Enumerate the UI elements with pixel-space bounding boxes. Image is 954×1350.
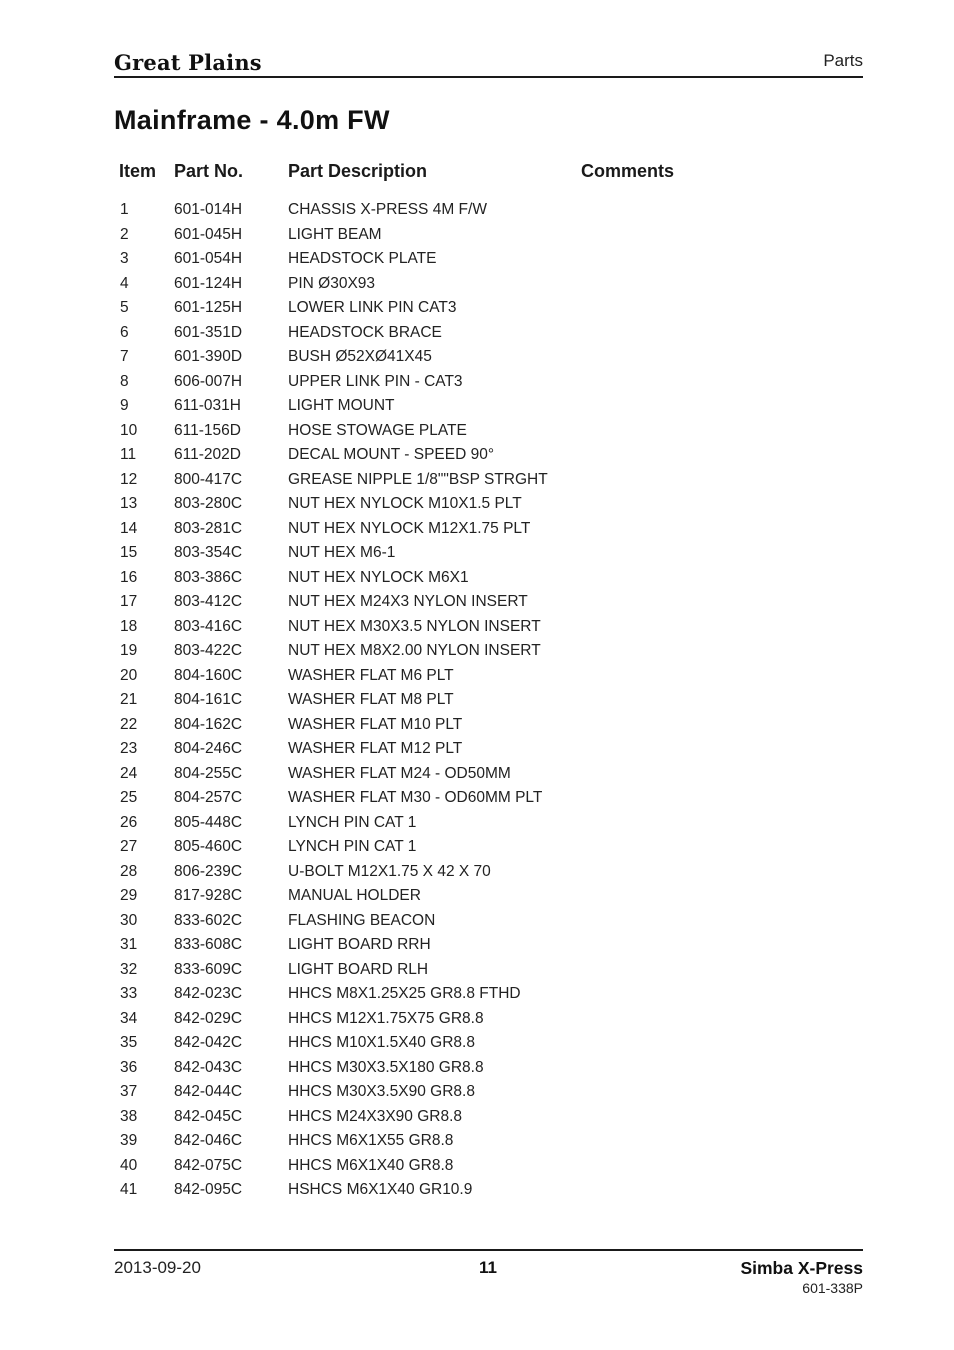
row-description: NUT HEX M30X3.5 NYLON INSERT xyxy=(288,617,541,635)
row-part-number: 601-390D xyxy=(174,348,243,365)
table-row xyxy=(0,762,954,787)
table-row xyxy=(0,321,954,346)
row-part-number: 804-246C xyxy=(174,740,243,757)
row-item-number: 14 xyxy=(120,519,138,537)
row-part-number: 601-124H xyxy=(174,274,243,292)
row-item-number: 31 xyxy=(120,936,138,953)
row-item-number: 28 xyxy=(120,862,138,880)
table-row xyxy=(0,1154,954,1179)
row-part-number: 833-602C xyxy=(174,911,243,929)
table-row xyxy=(0,688,954,713)
row-item-number: 38 xyxy=(120,1107,138,1125)
row-description: NUT HEX M24X3 NYLON INSERT xyxy=(288,593,528,610)
row-part-number: 842-023C xyxy=(174,985,243,1002)
row-item-number: 15 xyxy=(120,544,138,561)
column-header-comments: Comments xyxy=(581,161,675,181)
table-row xyxy=(0,590,954,615)
row-description: LIGHT BOARD RRH xyxy=(288,936,431,953)
row-item-number: 26 xyxy=(120,813,138,831)
table-row xyxy=(0,1129,954,1154)
row-item-number: 41 xyxy=(120,1181,138,1198)
row-description: NUT HEX NYLOCK M12X1.75 PLT xyxy=(288,519,531,537)
row-description: GREASE NIPPLE 1/8""BSP STRGHT xyxy=(288,470,548,488)
row-description: NUT HEX NYLOCK M6X1 xyxy=(288,568,469,586)
row-part-number: 842-044C xyxy=(174,1083,243,1100)
table-row xyxy=(0,982,954,1007)
row-description: HHCS M8X1.25X25 GR8.8 FTHD xyxy=(288,985,521,1002)
row-part-number: 842-043C xyxy=(174,1058,243,1076)
row-part-number: 806-239C xyxy=(174,862,243,880)
row-part-number: 601-045H xyxy=(174,225,243,243)
row-part-number: 800-417C xyxy=(174,470,243,488)
row-part-number: 601-351D xyxy=(174,323,243,341)
table-row xyxy=(0,1031,954,1056)
table-row xyxy=(0,664,954,689)
row-item-number: 22 xyxy=(120,715,138,733)
row-description: LIGHT MOUNT xyxy=(288,397,395,414)
row-part-number: 804-160C xyxy=(174,666,243,684)
row-part-number: 842-045C xyxy=(174,1107,243,1125)
table-row xyxy=(0,492,954,517)
table-row xyxy=(0,1178,954,1203)
row-description: HHCS M6X1X40 GR8.8 xyxy=(288,1156,454,1174)
row-part-number: 803-281C xyxy=(174,519,243,537)
row-part-number: 805-460C xyxy=(174,838,243,855)
row-part-number: 833-609C xyxy=(174,960,243,978)
table-row xyxy=(0,909,954,934)
row-description: LIGHT BEAM xyxy=(288,225,382,243)
row-description: HSHCS M6X1X40 GR10.9 xyxy=(288,1181,473,1198)
table-row xyxy=(0,860,954,885)
row-description: DECAL MOUNT - SPEED 90° xyxy=(288,446,495,463)
row-part-number: 842-029C xyxy=(174,1009,243,1027)
row-part-number: 803-354C xyxy=(174,544,243,561)
row-item-number: 11 xyxy=(120,446,137,463)
row-part-number: 817-928C xyxy=(174,887,243,904)
row-description: WASHER FLAT M12 PLT xyxy=(288,740,463,757)
row-part-number: 803-386C xyxy=(174,568,243,586)
row-description: LIGHT BOARD RLH xyxy=(288,960,429,978)
table-row xyxy=(0,517,954,542)
row-item-number: 24 xyxy=(120,764,138,782)
row-item-number: 2 xyxy=(120,225,129,243)
row-item-number: 36 xyxy=(120,1058,138,1076)
table-row xyxy=(0,247,954,272)
row-description: LYNCH PIN CAT 1 xyxy=(288,813,417,831)
table-row xyxy=(0,615,954,640)
row-item-number: 18 xyxy=(120,617,138,635)
table-row xyxy=(0,541,954,566)
column-header-item: Item xyxy=(119,161,157,181)
row-part-number: 805-448C xyxy=(174,813,243,831)
row-description: WASHER FLAT M24 - OD50MM xyxy=(288,764,511,782)
row-part-number: 803-412C xyxy=(174,593,243,610)
footer-model: Simba X-Press xyxy=(740,1258,863,1278)
row-description: U-BOLT M12X1.75 X 42 X 70 xyxy=(288,862,491,880)
row-item-number: 7 xyxy=(120,348,129,365)
row-item-number: 30 xyxy=(120,911,138,929)
table-row xyxy=(0,786,954,811)
page-header xyxy=(114,48,863,78)
page-footer xyxy=(114,1249,863,1301)
row-description: HEADSTOCK BRACE xyxy=(288,323,442,341)
table-row xyxy=(0,811,954,836)
row-description: PIN Ø30X93 xyxy=(288,274,376,292)
row-description: HHCS M12X1.75X75 GR8.8 xyxy=(288,1009,484,1027)
row-description: LOWER LINK PIN CAT3 xyxy=(288,299,457,316)
row-part-number: 601-014H xyxy=(174,201,243,218)
row-part-number: 601-054H xyxy=(174,250,243,267)
row-description: WASHER FLAT M30 - OD60MM PLT xyxy=(288,789,543,806)
row-item-number: 12 xyxy=(120,470,138,488)
row-description: HOSE STOWAGE PLATE xyxy=(288,421,467,439)
row-part-number: 611-031H xyxy=(174,397,241,414)
table-row xyxy=(0,468,954,493)
row-description: WASHER FLAT M8 PLT xyxy=(288,691,454,708)
row-description: LYNCH PIN CAT 1 xyxy=(288,838,417,855)
table-row xyxy=(0,370,954,395)
footer-doc-code: 601-338P xyxy=(802,1280,863,1296)
table-row xyxy=(0,933,954,958)
row-item-number: 10 xyxy=(120,421,138,439)
table-row xyxy=(0,272,954,297)
row-item-number: 27 xyxy=(120,838,138,855)
table-row xyxy=(0,737,954,762)
table-row xyxy=(0,394,954,419)
row-part-number: 842-095C xyxy=(174,1181,243,1198)
row-item-number: 23 xyxy=(120,740,138,757)
row-description: HHCS M6X1X55 GR8.8 xyxy=(288,1132,454,1149)
row-description: BUSH Ø52XØ41X45 xyxy=(288,348,432,365)
row-part-number: 804-257C xyxy=(174,789,243,806)
row-item-number: 5 xyxy=(120,299,129,316)
row-item-number: 6 xyxy=(120,323,129,341)
row-description: HHCS M30X3.5X180 GR8.8 xyxy=(288,1058,484,1076)
row-item-number: 16 xyxy=(120,568,138,586)
row-item-number: 20 xyxy=(120,666,138,684)
row-part-number: 611-202D xyxy=(174,446,241,463)
column-header-description: Part Description xyxy=(288,161,428,181)
row-item-number: 25 xyxy=(120,789,138,806)
row-item-number: 40 xyxy=(120,1156,138,1174)
table-row xyxy=(0,1056,954,1081)
row-part-number: 803-280C xyxy=(174,495,243,512)
row-item-number: 3 xyxy=(120,250,129,267)
row-part-number: 842-075C xyxy=(174,1156,243,1174)
table-row xyxy=(0,1080,954,1105)
row-description: HHCS M30X3.5X90 GR8.8 xyxy=(288,1083,475,1100)
row-item-number: 19 xyxy=(120,642,138,659)
row-part-number: 804-162C xyxy=(174,715,243,733)
row-description: CHASSIS X-PRESS 4M F/W xyxy=(288,201,487,218)
row-description: NUT HEX M8X2.00 NYLON INSERT xyxy=(288,642,541,659)
row-part-number: 606-007H xyxy=(174,372,243,390)
parts-table xyxy=(0,198,954,1203)
row-description: WASHER FLAT M6 PLT xyxy=(288,666,454,684)
table-header xyxy=(0,161,954,185)
row-part-number: 601-125H xyxy=(174,299,243,316)
table-row xyxy=(0,566,954,591)
table-row xyxy=(0,198,954,223)
row-item-number: 17 xyxy=(120,593,138,610)
row-description: HEADSTOCK PLATE xyxy=(288,250,437,267)
table-row xyxy=(0,1105,954,1130)
brand-logo: Great Plains xyxy=(114,50,262,75)
row-item-number: 33 xyxy=(120,985,138,1002)
table-row xyxy=(0,639,954,664)
footer-date: 2013-09-20 xyxy=(114,1258,201,1277)
row-item-number: 9 xyxy=(120,397,129,414)
row-part-number: 833-608C xyxy=(174,936,243,953)
table-row xyxy=(0,958,954,983)
row-item-number: 39 xyxy=(120,1132,138,1149)
table-row xyxy=(0,296,954,321)
row-item-number: 1 xyxy=(120,201,129,218)
row-part-number: 804-255C xyxy=(174,764,243,782)
table-row xyxy=(0,419,954,444)
row-description: NUT HEX NYLOCK M10X1.5 PLT xyxy=(288,495,522,512)
row-item-number: 21 xyxy=(120,691,138,708)
table-row xyxy=(0,835,954,860)
row-part-number: 803-422C xyxy=(174,642,243,659)
row-item-number: 13 xyxy=(120,495,138,512)
row-item-number: 35 xyxy=(120,1034,138,1051)
row-part-number: 804-161C xyxy=(174,691,243,708)
row-description: UPPER LINK PIN - CAT3 xyxy=(288,372,463,390)
page-title: Mainframe - 4.0m FW xyxy=(114,105,390,135)
row-item-number: 4 xyxy=(120,274,129,292)
row-description: NUT HEX M6-1 xyxy=(288,544,396,561)
table-row xyxy=(0,443,954,468)
section-label: Parts xyxy=(823,51,863,70)
row-part-number: 611-156D xyxy=(174,421,241,439)
row-part-number: 803-416C xyxy=(174,617,243,635)
row-description: HHCS M10X1.5X40 GR8.8 xyxy=(288,1034,475,1051)
row-item-number: 32 xyxy=(120,960,138,978)
row-description: WASHER FLAT M10 PLT xyxy=(288,715,463,733)
row-part-number: 842-046C xyxy=(174,1132,243,1149)
table-row xyxy=(0,713,954,738)
row-description: FLASHING BEACON xyxy=(288,911,436,929)
table-row xyxy=(0,345,954,370)
row-item-number: 29 xyxy=(120,887,138,904)
table-row xyxy=(0,884,954,909)
row-item-number: 8 xyxy=(120,372,129,390)
row-item-number: 37 xyxy=(120,1083,138,1100)
row-item-number: 34 xyxy=(120,1009,138,1027)
row-description: MANUAL HOLDER xyxy=(288,887,421,904)
row-description: HHCS M24X3X90 GR8.8 xyxy=(288,1107,463,1125)
column-header-part-no: Part No. xyxy=(174,161,244,181)
table-row xyxy=(0,223,954,248)
row-part-number: 842-042C xyxy=(174,1034,243,1051)
page-number: 11 xyxy=(479,1258,497,1277)
table-row xyxy=(0,1007,954,1032)
